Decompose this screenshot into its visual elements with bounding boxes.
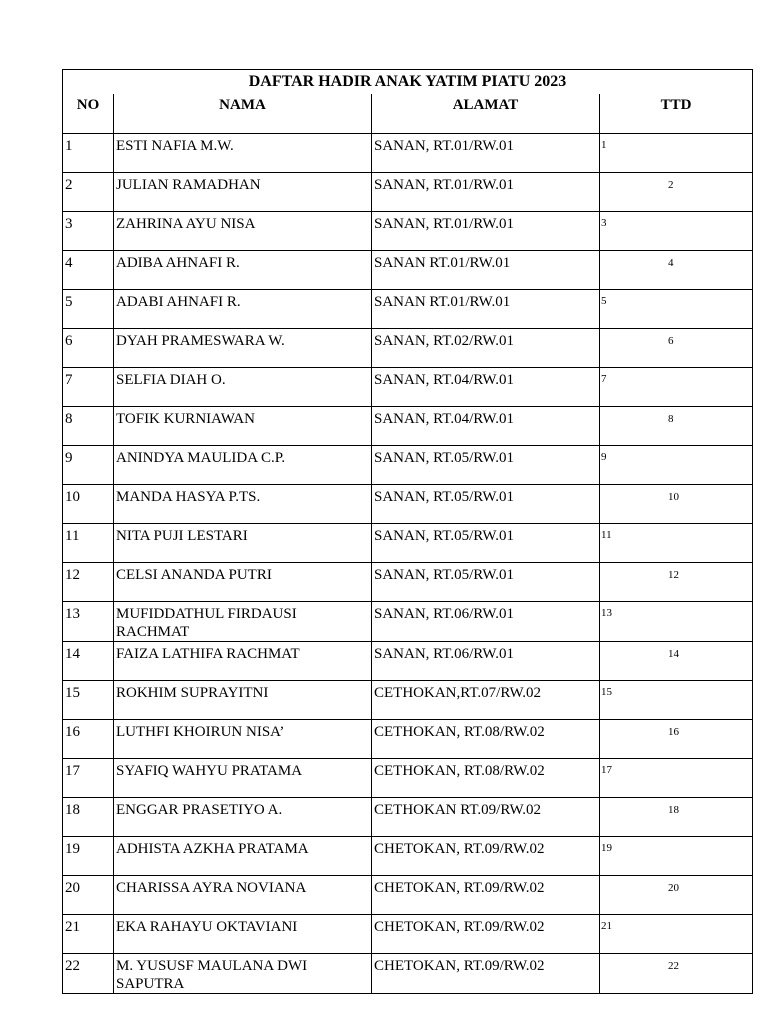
row-name: M. YUSUSF MAULANA DWI SAPUTRA xyxy=(114,954,372,994)
row-signature-cell xyxy=(600,681,753,720)
row-no: 18 xyxy=(63,798,114,837)
row-no: 10 xyxy=(63,485,114,524)
table-row xyxy=(63,759,753,798)
row-name: ADABI AHNAFI R. xyxy=(114,290,372,329)
row-name: ADIBA AHNAFI R. xyxy=(114,251,372,290)
row-signature-cell xyxy=(600,446,753,485)
signature-number: 11 xyxy=(601,529,612,541)
header-ttd: TTD xyxy=(600,94,753,134)
row-address: SANAN, RT.02/RW.01 xyxy=(372,329,600,368)
row-no: 3 xyxy=(63,212,114,251)
table-row xyxy=(63,563,753,602)
table-row xyxy=(63,681,753,720)
row-name: NITA PUJI LESTARI xyxy=(114,524,372,563)
row-address: SANAN, RT.01/RW.01 xyxy=(372,212,600,251)
table-title: DAFTAR HADIR ANAK YATIM PIATU 2023 xyxy=(63,70,753,95)
row-signature-cell xyxy=(600,368,753,407)
row-address: SANAN RT.01/RW.01 xyxy=(372,290,600,329)
row-signature-cell xyxy=(600,876,753,915)
row-name: CELSI ANANDA PUTRI xyxy=(114,563,372,602)
table-row xyxy=(63,212,753,251)
table-row xyxy=(63,524,753,563)
table-row xyxy=(63,876,753,915)
signature-number: 6 xyxy=(668,335,674,347)
row-no: 14 xyxy=(63,642,114,681)
signature-number: 4 xyxy=(668,257,674,269)
row-signature-cell xyxy=(600,407,753,446)
row-address: SANAN, RT.01/RW.01 xyxy=(372,173,600,212)
table-row xyxy=(63,837,753,876)
row-address: SANAN, RT.05/RW.01 xyxy=(372,446,600,485)
row-address: SANAN, RT.05/RW.01 xyxy=(372,485,600,524)
signature-number: 12 xyxy=(668,569,679,581)
signature-number: 3 xyxy=(601,217,607,229)
table-row xyxy=(63,954,753,994)
row-address: SANAN, RT.06/RW.01 xyxy=(372,602,600,642)
row-no: 6 xyxy=(63,329,114,368)
signature-number: 13 xyxy=(601,607,612,619)
row-signature-cell xyxy=(600,915,753,954)
row-signature-cell xyxy=(600,329,753,368)
row-signature-cell xyxy=(600,602,753,642)
row-signature-cell xyxy=(600,251,753,290)
row-address: SANAN, RT.06/RW.01 xyxy=(372,642,600,681)
signature-number: 17 xyxy=(601,764,612,776)
row-name: ROKHIM SUPRAYITNI xyxy=(114,681,372,720)
table-row xyxy=(63,368,753,407)
table-row xyxy=(63,798,753,837)
row-no: 12 xyxy=(63,563,114,602)
row-no: 16 xyxy=(63,720,114,759)
row-signature-cell xyxy=(600,642,753,681)
table-row xyxy=(63,290,753,329)
row-no: 7 xyxy=(63,368,114,407)
row-no: 13 xyxy=(63,602,114,642)
table-row xyxy=(63,446,753,485)
row-no: 5 xyxy=(63,290,114,329)
row-signature-cell xyxy=(600,134,753,173)
row-name: ADHISTA AZKHA PRATAMA xyxy=(114,837,372,876)
row-address: CHETOKAN, RT.09/RW.02 xyxy=(372,954,600,994)
signature-number: 15 xyxy=(601,686,612,698)
row-name: ZAHRINA AYU NISA xyxy=(114,212,372,251)
row-no: 11 xyxy=(63,524,114,563)
signature-number: 19 xyxy=(601,842,612,854)
row-address: SANAN, RT.04/RW.01 xyxy=(372,368,600,407)
row-name: EKA RAHAYU OKTAVIANI xyxy=(114,915,372,954)
signature-number: 5 xyxy=(601,295,607,307)
row-name: SELFIA DIAH O. xyxy=(114,368,372,407)
table-row xyxy=(63,485,753,524)
row-name: ENGGAR PRASETIYO A. xyxy=(114,798,372,837)
table-body xyxy=(63,134,753,994)
table-row xyxy=(63,720,753,759)
row-address: SANAN, RT.05/RW.01 xyxy=(372,563,600,602)
signature-number: 18 xyxy=(668,804,679,816)
row-no: 17 xyxy=(63,759,114,798)
signature-number: 1 xyxy=(601,139,607,151)
row-signature-cell xyxy=(600,524,753,563)
row-name: SYAFIQ WAHYU PRATAMA xyxy=(114,759,372,798)
row-address: SANAN, RT.01/RW.01 xyxy=(372,134,600,173)
row-signature-cell xyxy=(600,759,753,798)
row-address: CETHOKAN, RT.08/RW.02 xyxy=(372,759,600,798)
signature-number: 2 xyxy=(668,179,674,191)
row-name: FAIZA LATHIFA RACHMAT xyxy=(114,642,372,681)
signature-number: 9 xyxy=(601,451,607,463)
row-no: 20 xyxy=(63,876,114,915)
row-no: 19 xyxy=(63,837,114,876)
row-address: SANAN, RT.04/RW.01 xyxy=(372,407,600,446)
row-address: SANAN, RT.05/RW.01 xyxy=(372,524,600,563)
row-no: 1 xyxy=(63,134,114,173)
row-no: 9 xyxy=(63,446,114,485)
signature-number: 22 xyxy=(668,960,679,972)
row-signature-cell xyxy=(600,212,753,251)
row-signature-cell xyxy=(600,798,753,837)
row-name: TOFIK KURNIAWAN xyxy=(114,407,372,446)
table-row xyxy=(63,407,753,446)
row-no: 4 xyxy=(63,251,114,290)
row-signature-cell xyxy=(600,173,753,212)
table-row xyxy=(63,251,753,290)
row-no: 2 xyxy=(63,173,114,212)
header-nama: NAMA xyxy=(114,94,372,134)
signature-number: 21 xyxy=(601,920,612,932)
table-row xyxy=(63,602,753,642)
row-no: 22 xyxy=(63,954,114,994)
attendance-table xyxy=(62,69,753,994)
row-address: SANAN RT.01/RW.01 xyxy=(372,251,600,290)
row-name: DYAH PRAMESWARA W. xyxy=(114,329,372,368)
row-address: CHETOKAN, RT.09/RW.02 xyxy=(372,876,600,915)
row-name: MANDA HASYA P.TS. xyxy=(114,485,372,524)
row-name: ESTI NAFIA M.W. xyxy=(114,134,372,173)
row-signature-cell xyxy=(600,837,753,876)
signature-number: 8 xyxy=(668,413,674,425)
row-no: 21 xyxy=(63,915,114,954)
table-row xyxy=(63,134,753,173)
row-signature-cell xyxy=(600,954,753,994)
signature-number: 20 xyxy=(668,882,679,894)
row-name: LUTHFI KHOIRUN NISA’ xyxy=(114,720,372,759)
row-signature-cell xyxy=(600,563,753,602)
row-address: CHETOKAN, RT.09/RW.02 xyxy=(372,837,600,876)
row-name: MUFIDDATHUL FIRDAUSI RACHMAT xyxy=(114,602,372,642)
row-address: CHETOKAN, RT.09/RW.02 xyxy=(372,915,600,954)
table-row xyxy=(63,642,753,681)
row-address: CETHOKAN, RT.08/RW.02 xyxy=(372,720,600,759)
row-no: 15 xyxy=(63,681,114,720)
row-signature-cell xyxy=(600,720,753,759)
header-no: NO xyxy=(63,94,114,134)
signature-number: 7 xyxy=(601,373,607,385)
row-address: CETHOKAN RT.09/RW.02 xyxy=(372,798,600,837)
row-no: 8 xyxy=(63,407,114,446)
row-signature-cell xyxy=(600,485,753,524)
row-name: CHARISSA AYRA NOVIANA xyxy=(114,876,372,915)
attendance-sheet xyxy=(62,69,692,992)
table-row xyxy=(63,329,753,368)
header-alamat: ALAMAT xyxy=(372,94,600,134)
row-name: JULIAN RAMADHAN xyxy=(114,173,372,212)
signature-number: 14 xyxy=(668,648,679,660)
row-address: CETHOKAN,RT.07/RW.02 xyxy=(372,681,600,720)
table-row xyxy=(63,915,753,954)
table-row xyxy=(63,173,753,212)
signature-number: 16 xyxy=(668,726,679,738)
signature-number: 10 xyxy=(668,491,679,503)
row-signature-cell xyxy=(600,290,753,329)
row-name: ANINDYA MAULIDA C.P. xyxy=(114,446,372,485)
